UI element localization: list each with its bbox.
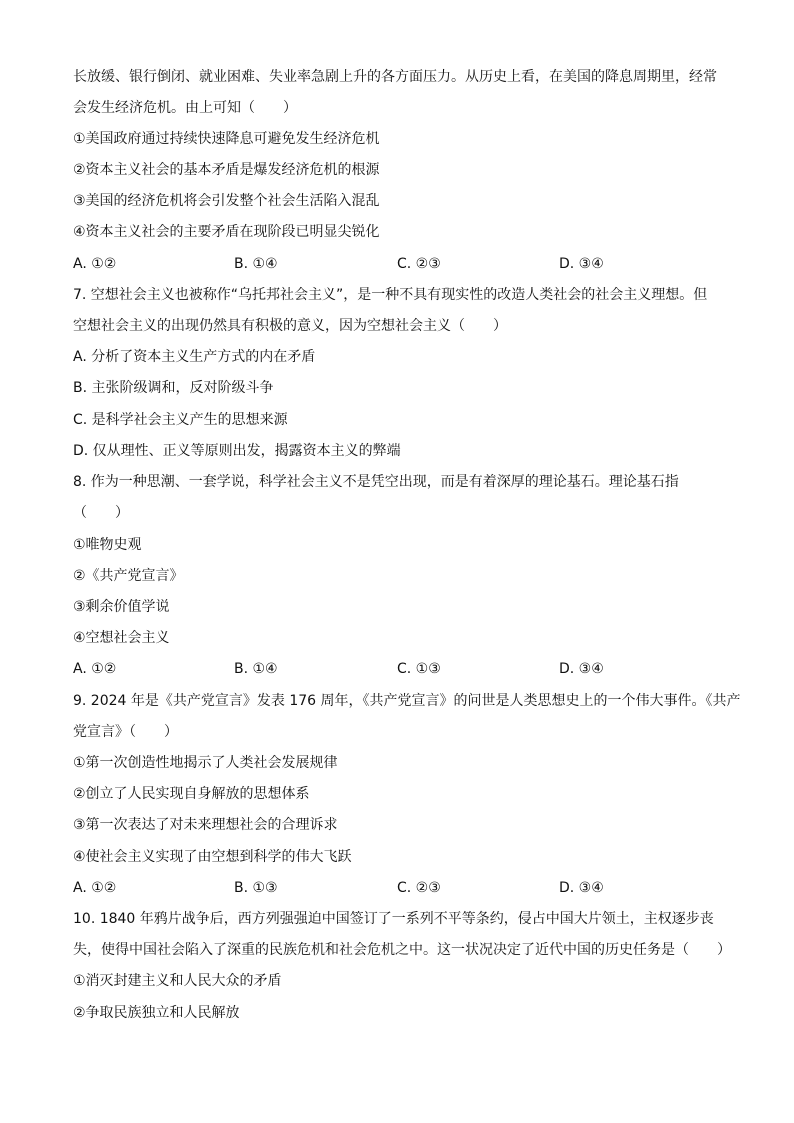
q7-option-c: C. 是科学社会主义产生的思想来源 — [73, 412, 288, 428]
q9-statement-4: ④使社会主义实现了由空想到科学的伟大飞跃 — [73, 849, 352, 865]
q9-stem-line-2: 党宣言》（ ） — [73, 724, 178, 740]
q9-stem-line-1: 9. 2024 年是《共产党宣言》发表 176 周年，《共产党宣言》的问世是人类思想史上的一个伟大事件。《共产 — [73, 693, 741, 709]
q8-option-c: C. ①③ — [397, 661, 441, 677]
q8-statement-3: ③剩余价值学说 — [73, 599, 170, 615]
q6-option-d: D. ③④ — [559, 256, 604, 272]
q6-statement-2: ②资本主义社会的基本矛盾是爆发经济危机的根源 — [73, 162, 380, 178]
q8-stem-line-1: 8. 作为一种思潮、一套学说，科学社会主义不是凭空出现，而是有着深厚的理论基石。理论基石指 — [73, 474, 679, 490]
q7-option-b: B. 主张阶级调和，反对阶级斗争 — [73, 380, 274, 396]
q10-statement-1: ①消灭封建主义和人民大众的矛盾 — [73, 973, 282, 989]
q6-statement-4: ④资本主义社会的主要矛盾在现阶段已明显尖锐化 — [73, 224, 380, 240]
q6-stem-line-2: 会发生经济危机。由上可知（ ） — [73, 100, 297, 116]
q6-option-c: C. ②③ — [397, 256, 441, 272]
q9-option-a: A. ①② — [73, 880, 117, 896]
q9-statement-1: ①第一次创造性地揭示了人类社会发展规律 — [73, 755, 338, 771]
q9-statement-2: ②创立了人民实现自身解放的思想体系 — [73, 786, 310, 802]
q8-option-a: A. ①② — [73, 661, 117, 677]
q8-option-d: D. ③④ — [559, 661, 604, 677]
q7-option-a: A. 分析了资本主义生产方式的内在矛盾 — [73, 349, 316, 365]
q9-statement-3: ③第一次表达了对未来理想社会的合理诉求 — [73, 817, 338, 833]
q6-statement-1: ①美国政府通过持续快速降息可避免发生经济危机 — [73, 131, 380, 147]
q6-option-b: B. ①④ — [234, 256, 278, 272]
q9-option-c: C. ②③ — [397, 880, 441, 896]
q9-option-b: B. ①③ — [234, 880, 278, 896]
q10-stem-line-2: 失，使得中国社会陷入了深重的民族危机和社会危机之中。这一状况决定了近代中国的历史任务是（ ） — [73, 942, 731, 958]
q8-option-b: B. ①④ — [234, 661, 278, 677]
q6-statement-3: ③美国的经济危机将会引发整个社会生活陷入混乱 — [73, 193, 380, 209]
q8-statement-1: ①唯物史观 — [73, 537, 142, 553]
q8-stem-line-2: （ ） — [73, 505, 129, 521]
q8-statement-4: ④空想社会主义 — [73, 630, 170, 646]
q8-statement-2: ②《共产党宣言》 — [73, 568, 184, 584]
q10-statement-2: ②争取民族独立和人民解放 — [73, 1005, 240, 1021]
q7-option-d: D. 仅从理性、正义等原则出发，揭露资本主义的弊端 — [73, 443, 401, 459]
q9-option-d: D. ③④ — [559, 880, 604, 896]
q7-stem-line-1: 7. 空想社会主义也被称作“乌托邦社会主义”，是一种不具有现实性的改造人类社会的社会主义理想。但 — [73, 287, 708, 303]
q10-stem-line-1: 10. 1840 年鸦片战争后，西方列强强迫中国签订了一系列不平等条约，侵占中国大片领土，主权逐步丧 — [73, 911, 714, 927]
q7-stem-line-2: 空想社会主义的出现仍然具有积极的意义，因为空想社会主义（ ） — [73, 318, 507, 334]
q6-option-a: A. ①② — [73, 256, 117, 272]
q6-stem-line-1: 长放缓、银行倒闭、就业困难、失业率急剧上升的各方面压力。从历史上看，在美国的降息周期里，经常 — [73, 69, 717, 85]
